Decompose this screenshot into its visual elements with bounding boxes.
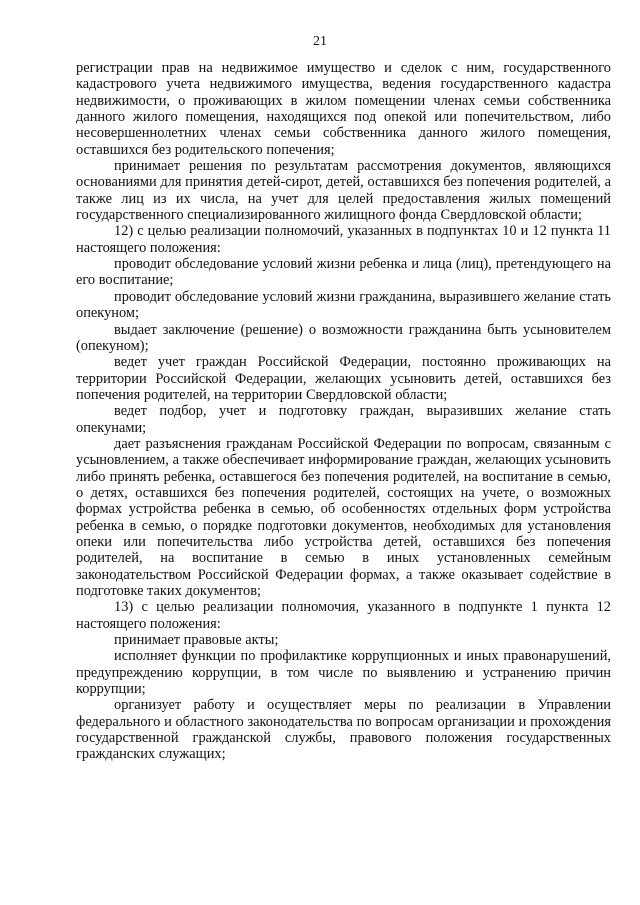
page-number: 21 (313, 34, 327, 49)
paragraph: 13) с целью реализации полномочия, указанного в подпункте 1 пункта 12 настоящего положения: (76, 599, 611, 632)
paragraph: проводит обследование условий жизни гражданина, выразившего желание стать опекуном; (76, 288, 611, 322)
document-body (76, 60, 611, 763)
paragraph: исполняет функции по профилактике коррупционных и иных правонарушений, предупреждению коррупции, в том числе по выявлению и устранению причин коррупции; (76, 648, 611, 698)
paragraph: организует работу и осуществляет меры по реализации в Управлении федерального и областного законодательства по вопросам организации и прохождения государственной гражданской службы, правового положения государственных гражданских служащих; (76, 697, 611, 763)
paragraph: выдает заключение (решение) о возможности гражданина быть усыновителем (опекуном); (76, 321, 611, 354)
paragraph: принимает правовые акты; (114, 632, 279, 649)
paragraph: принимает решения по результатам рассмотрения документов, являющихся основаниями для принятия детей-сирот, детей, оставшихся без попечения родителей, а также лиц из их числа, на учет для целей предоставления жилых помещений государственного специализированного жилищного фонда Свердловской области; (76, 158, 611, 224)
paragraph: ведет подбор, учет и подготовку граждан, выразивших желание стать опекунами; (76, 403, 611, 436)
paragraph: дает разъяснения гражданам Российской Федерации по вопросам, связанным с усыновлением, а также обеспечивает информирование граждан, желающих усыновить либо принять ребенка, оставшегося без попечения родителей, на воспитание в семью, о детях, оставшихся без попечения родителей, состоящих на учете, о возможных формах устройства ребенка в семью, об особенностях отдельных форм устройства ребенка в семью, о порядке подготовки документов, необходимых для установления опеки или попечительства либо устройства детей, оставшихся без попечения родителей, на воспитание в семью в иных установленных семейным законодательством Российской Федерации формах, а также оказывает содействие в подготовке таких документов; (76, 435, 611, 599)
paragraph: проводит обследование условий жизни ребенка и лица (лиц), претендующего на его воспитание; (76, 256, 611, 289)
paragraph: ведет учет граждан Российской Федерации, постоянно проживающих на территории Российской Федерации, желающих усыновить детей, оставшихся без попечения родителей, на территории Свердловской области; (76, 354, 611, 403)
paragraph: 12) с целью реализации полномочий, указанных в подпунктах 10 и 12 пункта 11 настоящего положения: (76, 223, 611, 256)
paragraph: регистрации прав на недвижимое имущество и сделок с ним, государственного кадастрового учета недвижимого имущества, ведения государственного кадастра недвижимости, о проживающих в жилом помещении членах семьи собственника данного жилого помещения, находящихся под опекой или попечительством, либо несовершеннолетних членах семьи собственника данного жилого помещения, оставшихся без родительского попечения; (76, 60, 611, 158)
